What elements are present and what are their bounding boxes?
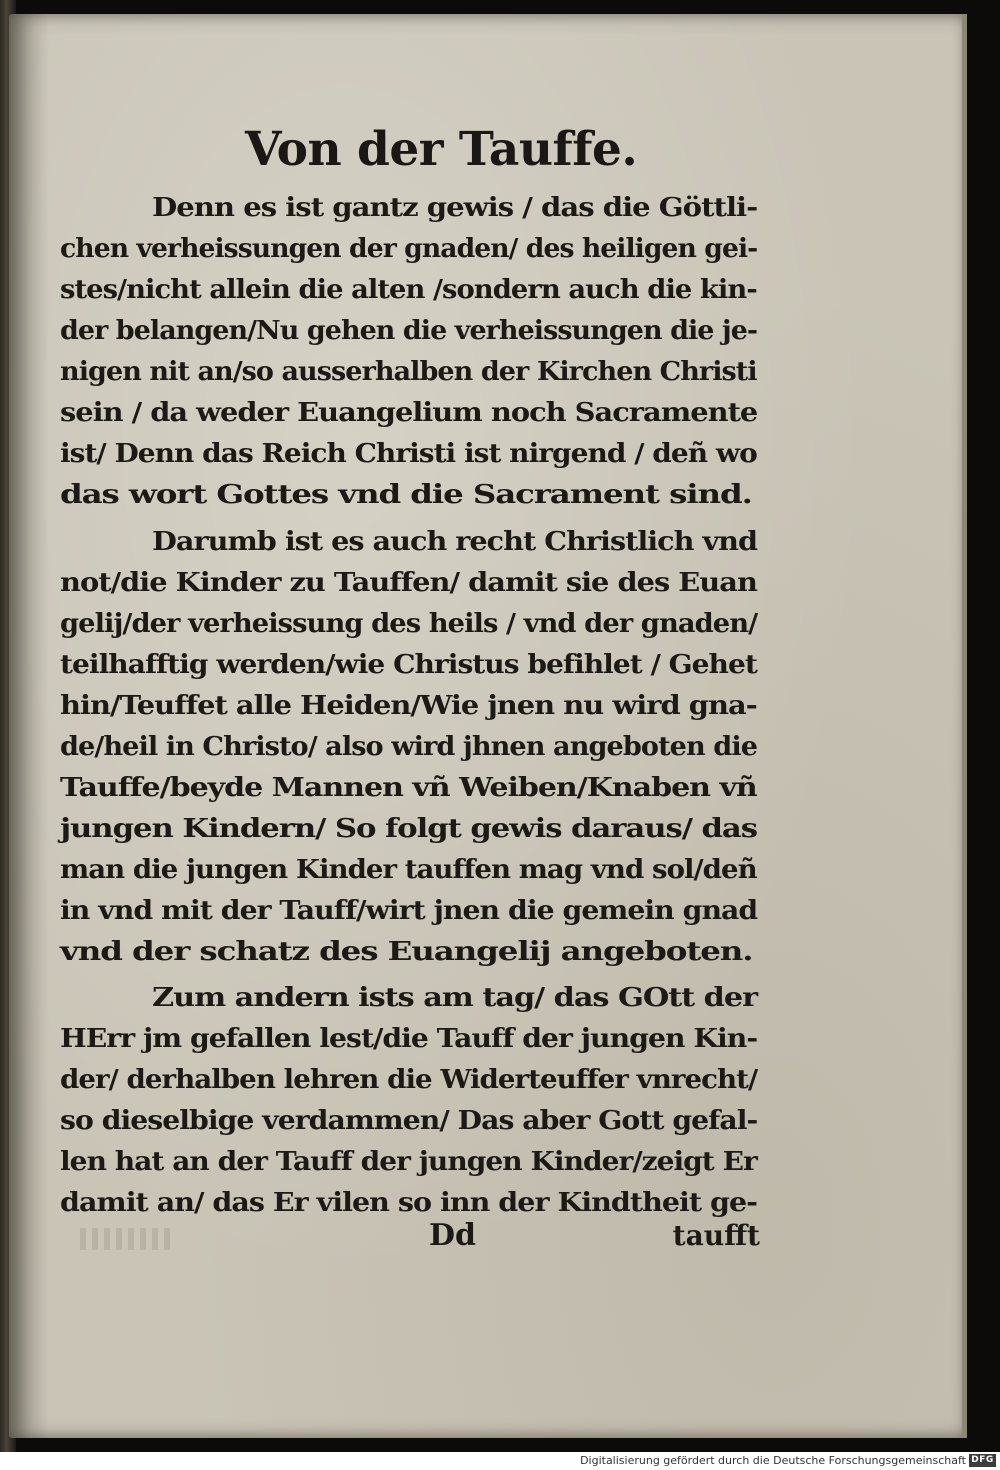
text-line: das wort Gottes vnd die Sacrament sind. [60, 480, 752, 510]
text-line: gelij/der verheissung des heils / vnd der gnaden/ [60, 609, 758, 639]
text-line: vnd der schatz des Euangelij angeboten. [60, 937, 753, 967]
page-heading: Von der Tauffe. [245, 122, 638, 177]
text-line: Zum andern ists am tag/ das GOtt der [152, 983, 758, 1013]
text-line: de/heil in Christo/ also wird jhnen angeboten die [60, 732, 758, 762]
text-line: not/die Kinder zu Tauffen/ damit sie des Euan [60, 568, 757, 598]
text-line: Tauffe/beyde Mannen vñ Weiben/Knaben vñ [60, 773, 757, 803]
dfg-logo: DFG [969, 1454, 996, 1467]
text-line: chen verheissungen der gnaden/ des heiligen gei- [60, 234, 758, 264]
page-right-edge [962, 14, 967, 1438]
text-line: stes/nicht allein die alten /sondern auch die kin- [60, 275, 757, 305]
text-line: so dieselbige verdammen/ Das aber Gott gefal- [60, 1106, 758, 1136]
text-line: HErr jm gefallen lest/die Tauff der jungen Kin- [60, 1024, 758, 1054]
text-line: hin/Teuffet alle Heiden/Wie jnen nu wird gna- [60, 691, 757, 721]
text-line: nigen nit an/so ausserhalben der Kirchen Christi [60, 357, 757, 387]
catchword: taufft [672, 1219, 760, 1252]
text-line: len hat an der Tauff der jungen Kinder/zeigt Er [60, 1147, 757, 1177]
text-line: jungen Kindern/ So folgt gewis daraus/ das [60, 814, 757, 844]
signature-mark: Dd [429, 1218, 476, 1253]
text-line: der/ derhalben lehren die Widerteuffer vnrecht/ [60, 1065, 758, 1095]
text-line: man die jungen Kinder tauffen mag vnd sol/deñ [60, 855, 757, 885]
footer-bar [0, 1452, 1000, 1470]
gutter-shadow [9, 14, 49, 1438]
footer-credit: Digitalisierung gefördert durch die Deutsche Forschungsgemeinschaft [580, 1454, 966, 1467]
text-line: Denn es ist gantz gewis / das die Göttli- [152, 193, 758, 223]
text-line: damit an/ das Er vilen so inn der Kindtheit ge- [60, 1188, 758, 1218]
text-line: der belangen/Nu gehen die verheissungen die je- [60, 316, 758, 346]
text-line: sein / da weder Euangelium noch Sacramente [60, 398, 758, 428]
page-bottom-row [60, 1216, 760, 1256]
text-line: Darumb ist es auch recht Christlich vnd [152, 527, 758, 557]
text-line: ist/ Denn das Reich Christi ist nirgend / deñ wo [60, 439, 757, 469]
text-line: teilhafftig werden/wie Christus befihlet / Gehet [60, 650, 757, 680]
text-line: in vnd mit der Tauff/wirt jnen die gemein gnad [60, 896, 758, 926]
